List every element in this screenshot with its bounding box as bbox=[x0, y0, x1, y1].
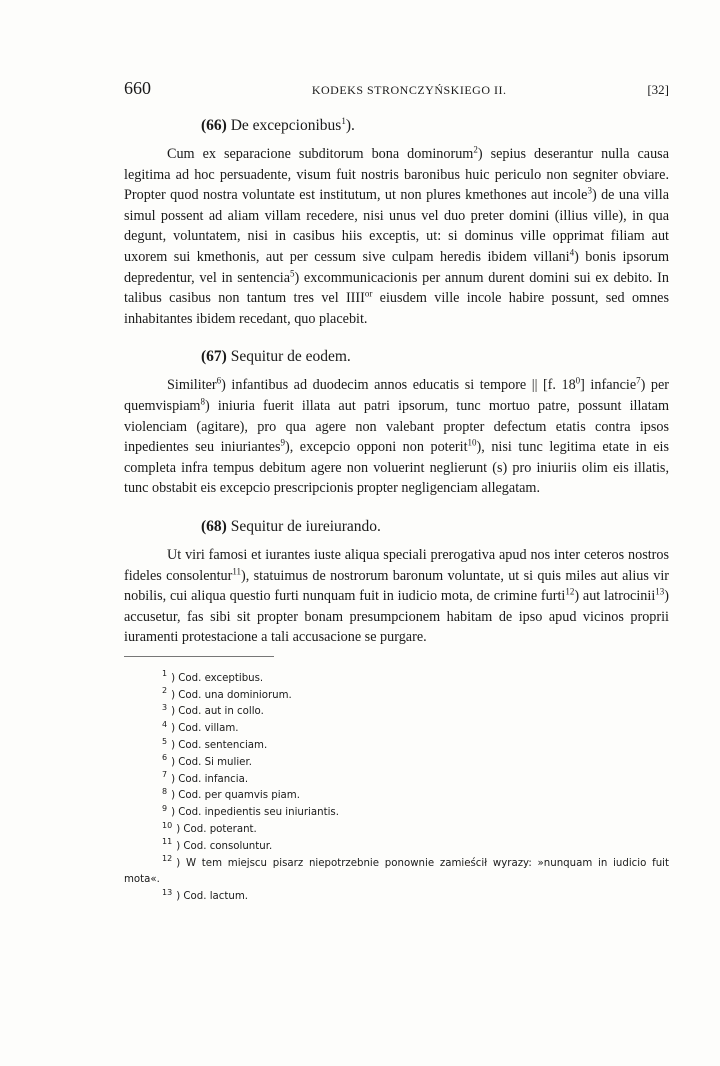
running-head bbox=[124, 78, 669, 100]
footnote-mark: 5 bbox=[162, 736, 168, 746]
footnote-mark: 6 bbox=[162, 753, 168, 763]
footnote-mark: 7 bbox=[162, 770, 168, 780]
footnote-mark: 11 bbox=[162, 837, 173, 847]
footnote-mark: 8 bbox=[162, 787, 168, 797]
footnote-mark: 3 bbox=[162, 703, 168, 713]
section-heading: (66) De excepcionibus$^1$). bbox=[201, 115, 355, 134]
footnote-item: $^5$ ) Cod. sentenciam. bbox=[162, 736, 268, 752]
section-paragraph: Ut viri famosi et iurantes iuste aliqua speciali prerogativa apud nos inter ceteros nostros fideles consolentur$^{11}$), statuimus de nostrorum baronum voluntate, ut si quis miles aut alius vir nobilis, cui aliqua questio furti nunquam fuit in iudicio mota, de crimine furti$^{12}$) aut latrocinii$^{13}$) accusetur, fas sibi sit propter bonam presumpcionem habitam de ipso apud vicinos proprii iuramenti protestacione a tali accusacione se purgare. bbox=[124, 546, 670, 646]
folio-number: [32] bbox=[647, 82, 669, 97]
section-number: (67) bbox=[201, 348, 227, 366]
footnote-item: $^{11}$ ) Cod. consoluntur. bbox=[162, 837, 273, 852]
footnote-mark: 9 bbox=[162, 803, 168, 813]
footnote-mark: 10 bbox=[162, 820, 173, 830]
footnote-item: $^3$ ) Cod. aut in collo. bbox=[162, 703, 264, 718]
section bbox=[124, 347, 669, 499]
section-heading bbox=[124, 517, 669, 537]
section-title: Sequitur de eodem. bbox=[226, 348, 351, 366]
footnote-mark: 13 bbox=[162, 887, 173, 897]
section bbox=[124, 517, 669, 648]
section bbox=[124, 116, 669, 329]
footnote-separator bbox=[124, 656, 274, 657]
section-number: (66) bbox=[201, 117, 227, 134]
footnote-item: $^4$ ) Cod. villam. bbox=[162, 719, 239, 735]
section-title: Sequitur de iureiurando. bbox=[226, 517, 381, 535]
footnote-item: $^9$ ) Cod. inpedientis seu iniuriantis. bbox=[162, 803, 339, 819]
page-number: 660 bbox=[124, 78, 151, 98]
section-paragraph: Cum ex separacione subditorum bona dominorum$^2$) sepius deserantur nulla causa legitima ad hoc persuadente, visum fuit nostris baronibus huic periculo non segniter obviare. Propter quod nostra voluntate est institutum, ut non plures kmethones aut incole$^3$) de una villa simul possent ad aliam villam recedere, nisi unus vel duo preter domini (illius ville), in qua degunt, voluntatem, nisi in casibus hiis exceptis, ut: si dominus ville opprimat filiam aut uxorem sui kmethonis, aut per cessum sive culpam heredis ibidem villani$^4$) bonis ipsorum depredentur, vel in sentencia$^5$) excommunicacionis per annum durent domini sui ex debito. In talibus casibus non tantum tres vel $IIII^{or}$ eiusdem ville incole habire possunt, sed omnes inhabitantes ibidem recedant, quo placebit. bbox=[124, 144, 670, 327]
footnote-item: $^8$ ) Cod. per quamvis piam. bbox=[162, 787, 300, 802]
footnote-item: $^{12}$ ) W tem miejscu pisarz niepotrzebnie ponownie zamieścił wyrazy: »nunquam in iudicio fuit mota«. bbox=[124, 854, 669, 886]
section-title: De excepcionibus bbox=[226, 117, 342, 134]
section-number: (68) bbox=[201, 517, 227, 535]
footnote-item: $^7$ ) Cod. infancia. bbox=[162, 770, 249, 785]
footnote-item: $^1$ ) Cod. exceptibus. bbox=[162, 669, 264, 684]
footnote-item: $^{10}$ ) Cod. poterant. bbox=[162, 820, 257, 836]
footnote-mark: 2 bbox=[162, 686, 168, 696]
footnote-mark: 1 bbox=[162, 669, 168, 679]
section-paragraph: Similiter$^6$) infantibus ad duodecim annos educatis si tempore || [f. $18^0$] infancie$^7$) per quemvispiam$^8$) iniuria fuerit illata aut patri ipsorum, tunc mortuo patre, possunt illatam violenciam (agitare), pro qua agere non valebant propter defectum etatis contra ipsos inpedientes seu iniuriantes$^9$), excepcio opponi non poterit$^{10}$), nisi tunc legitima etate in eis completa infra tempus debitum agere non voluerint neglierunt (s) pro iniuriis olim eis illatis, tunc obstabit eis excepcio prescripcionis propter negligenciam allegatam. bbox=[124, 375, 669, 497]
footnote-item: $^6$ ) Cod. Si mulier. bbox=[162, 753, 252, 768]
footnote-mark: 4 bbox=[162, 719, 168, 729]
document-page bbox=[124, 78, 669, 906]
sections-container bbox=[124, 116, 669, 648]
footnote-mark: 12 bbox=[162, 854, 173, 864]
footnote-item: $^2$ ) Cod. una dominiorum. bbox=[162, 686, 292, 701]
footnote-item: $^{13}$ ) Cod. lactum. bbox=[162, 887, 248, 903]
footnotes bbox=[124, 671, 669, 906]
section-heading bbox=[124, 347, 669, 367]
running-title: KODEKS STRONCZYŃSKIEGO II. bbox=[311, 83, 507, 97]
footnote-reference: 1 bbox=[341, 115, 346, 126]
